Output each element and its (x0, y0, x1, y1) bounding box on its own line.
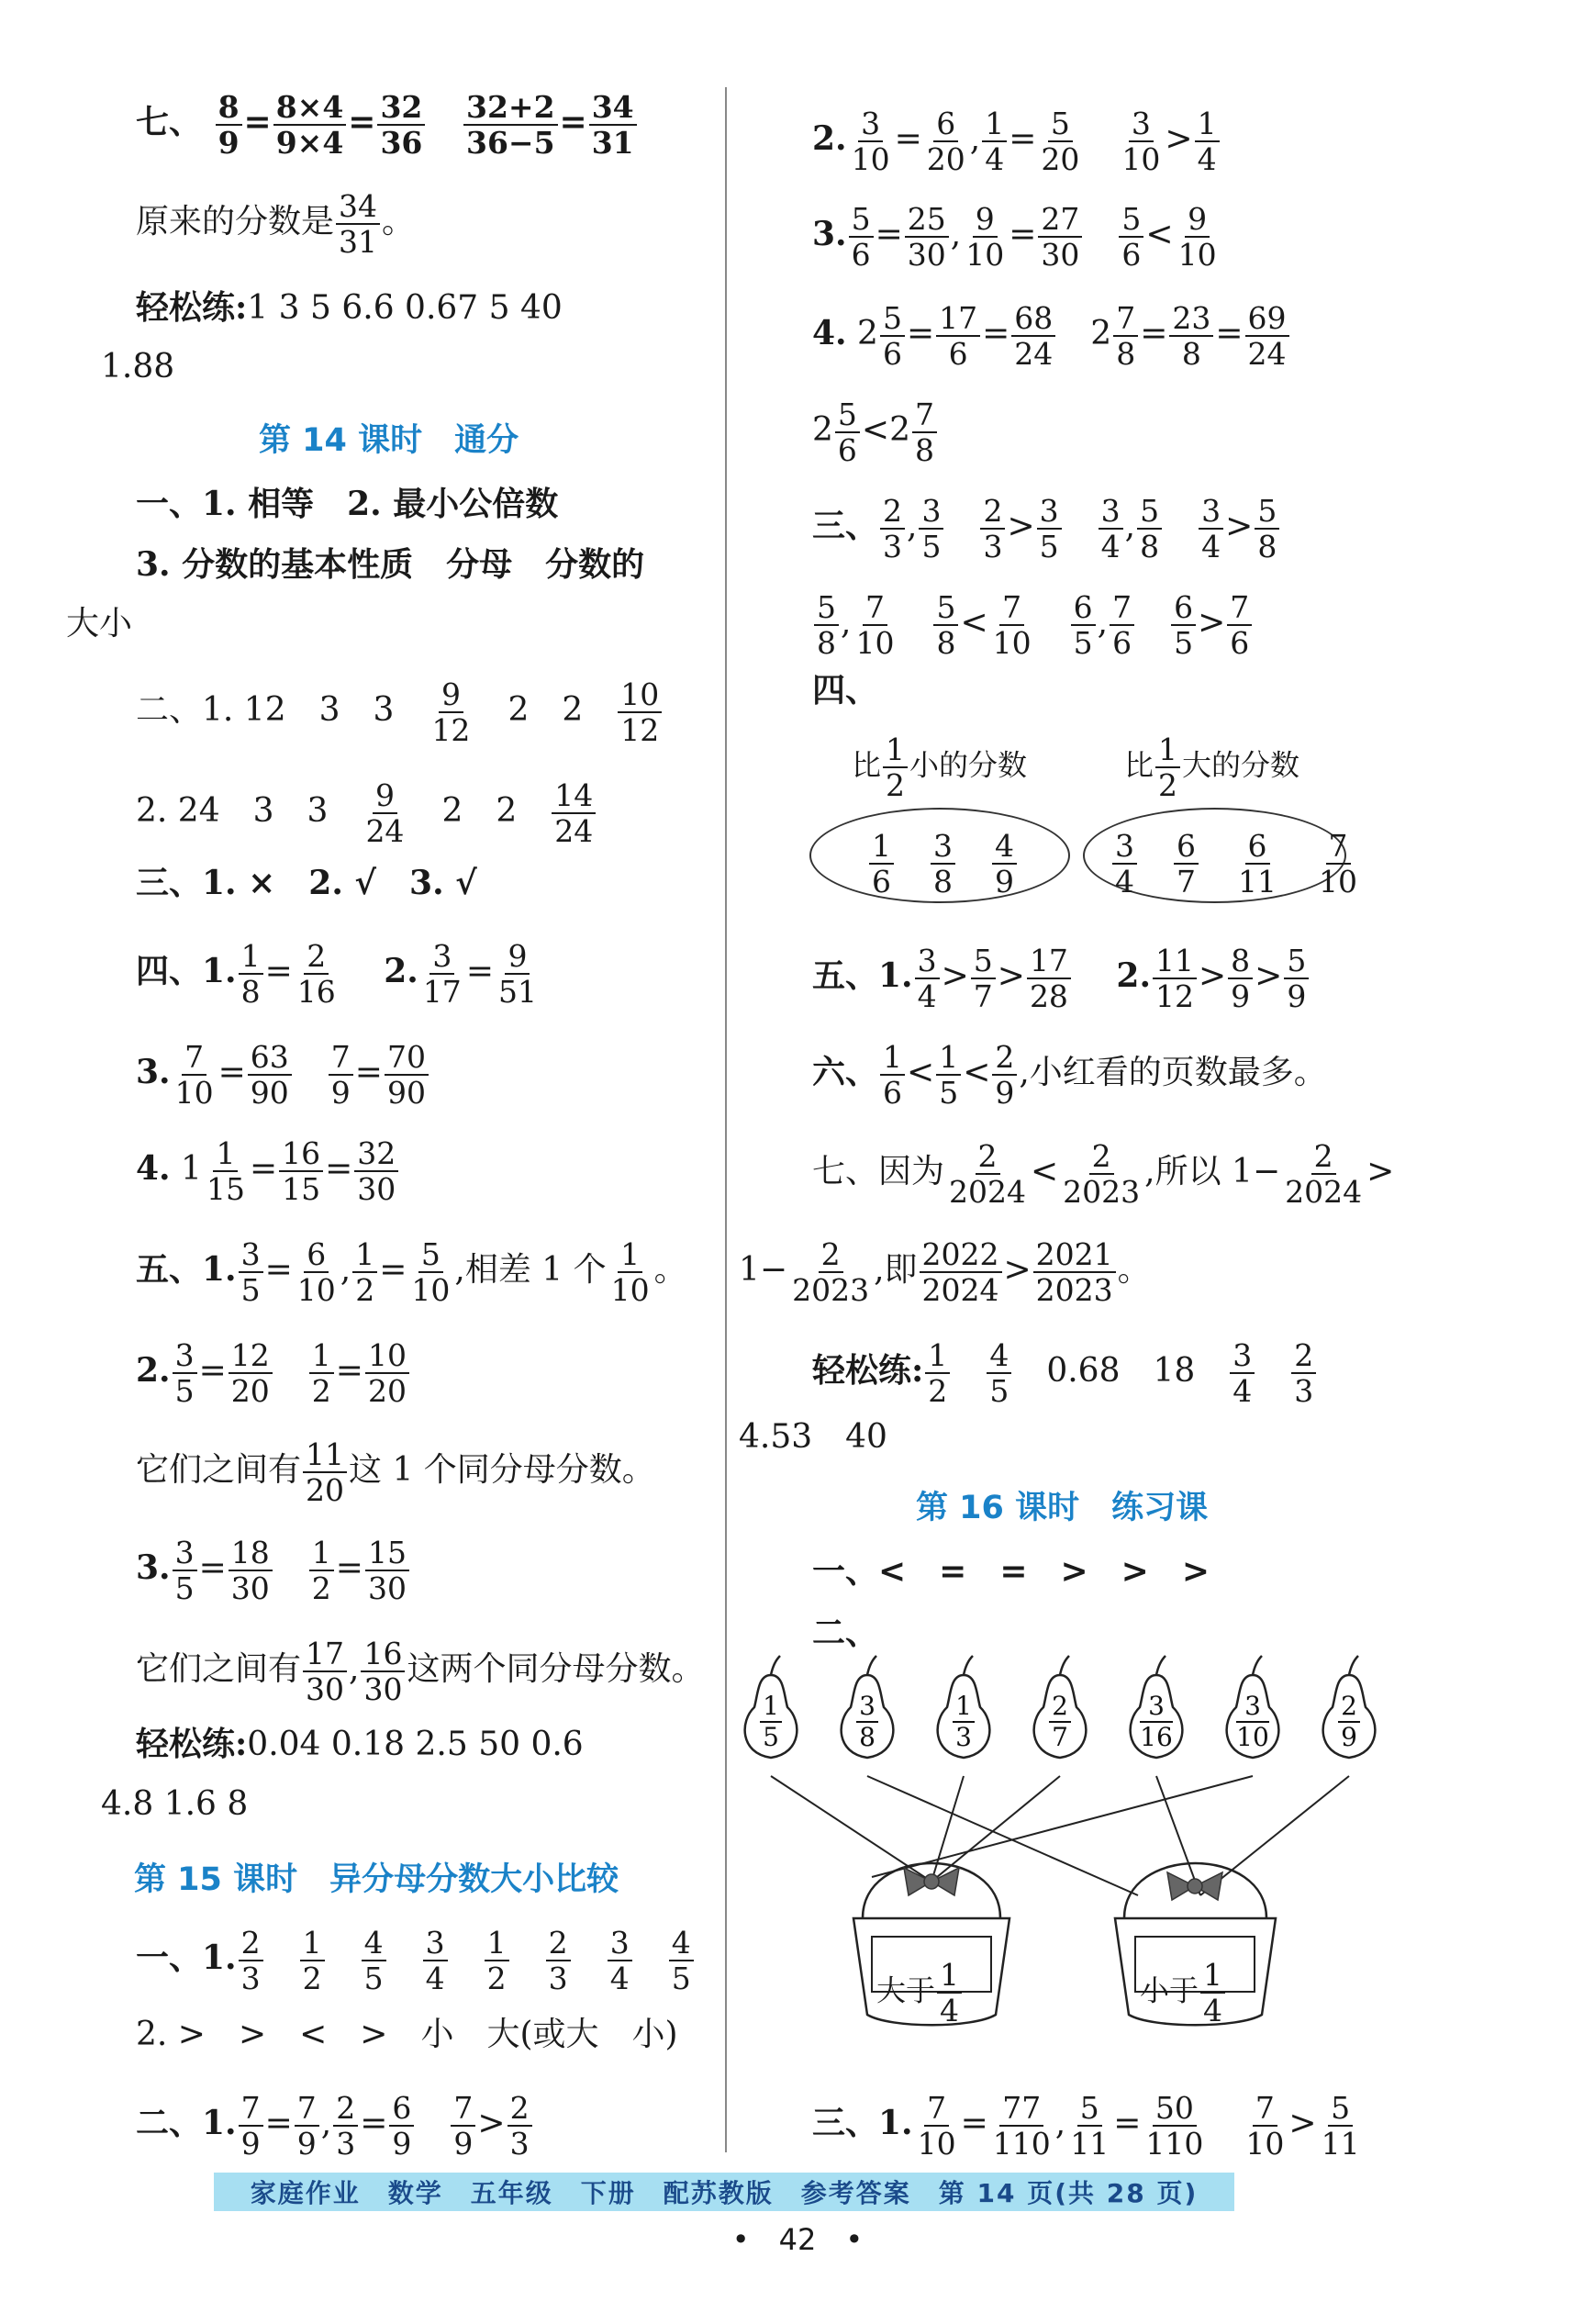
fraction: $\frac{10}{20}$ (365, 1340, 409, 1406)
fraction: $\frac{32+2}{36-5}$ (463, 92, 558, 158)
fraction: $\frac{25}{30}$ (905, 204, 949, 270)
fraction: $\frac{63}{90}$ (248, 1042, 292, 1108)
fraction: $\frac{3}{4}$ (1099, 496, 1123, 562)
fraction: $\frac{3}{4}$ (608, 1927, 632, 1994)
fraction: $\frac{1}{4}$ (982, 108, 1007, 174)
fraction: $\frac{5}{11}$ (1321, 2090, 1360, 2162)
fraction: $\frac{4}{5}$ (669, 1927, 694, 1994)
fraction: $\frac{4}{5}$ (362, 1927, 386, 1994)
fraction: $\frac{7}{6}$ (1110, 592, 1134, 658)
more-half-label (1124, 732, 1300, 803)
fraction: $\frac{5}{10}$ (411, 1236, 451, 1308)
r2-label: 2. (812, 119, 847, 158)
svg-text:5: 5 (763, 1722, 779, 1752)
fraction: $\frac{9}{24}$ (365, 777, 405, 849)
fraction: $\frac{23}{8}$ (1169, 303, 1213, 369)
fraction: $\frac{15}{30}$ (365, 1537, 409, 1603)
lesson-16-heading: 第 16 课时 练习课 (916, 1490, 1209, 1526)
fraction: $\frac{1}{2}$ (309, 1340, 334, 1406)
fraction: $\frac{3}{4}$ (1199, 496, 1223, 562)
s2-1-text-b: 2 2 (508, 691, 584, 729)
fraction: $\frac{7}{10}$ (855, 589, 895, 661)
s5-3: 3. $\frac{3}{5}$ = $\frac{18}{30}$ $\frac{1}{2}$ = $\frac{15}{30}$ (136, 1537, 411, 1603)
fraction: $\frac{3}{4}$ (423, 1927, 448, 1994)
fraction: $\frac{1}{10}$ (610, 1236, 650, 1308)
fraction: $\frac{34}{31}$ (336, 191, 380, 257)
s4-label: 四、1. (136, 952, 237, 990)
fraction: $\frac{5}{20}$ (1041, 106, 1080, 177)
fraction: $\frac{32}{36}$ (377, 92, 425, 158)
fraction: $\frac{3}{4}$ (1230, 1340, 1255, 1406)
fraction: $\frac{5}{6}$ (849, 204, 874, 270)
fraction: $\frac{6}{5}$ (1071, 592, 1096, 658)
fraction: $\frac{11}{12}$ (1153, 945, 1197, 1011)
svg-text:1: 1 (763, 1691, 779, 1721)
s5-1: 五、1. $\frac{3}{5}$ = $\frac{6}{10}$ , $\frac{1}{2}$ = $\frac{5}{10}$ ,相差 1 个 $\frac{1}{10}$ 。 (136, 1236, 687, 1308)
san-label: 三、 (812, 507, 879, 545)
less-half-text: 小的分数 (909, 747, 1028, 783)
r-san-2: $\frac{5}{8}$ , $\frac{7}{10}$ $\frac{5}{8}$ < $\frac{7}{10}$ $\frac{6}{5}$ , $\frac{7}{6}$ $\frac{6}{5}$ > $\frac{7}{6}$ (812, 592, 1254, 658)
fraction: $\frac{2}{9}$ (992, 1042, 1017, 1108)
lesson-15-heading: 第 15 课时 异分母分数大小比较 (134, 1861, 619, 1898)
s2-1-text: 二、1. 12 3 3 (136, 691, 395, 729)
s3-line: 三、1. × 2. √ 3. √ (136, 864, 477, 902)
fraction: $\frac{2}{3}$ (1291, 1340, 1316, 1406)
svg-text:9: 9 (1341, 1722, 1357, 1752)
si-label: 四、 (812, 671, 879, 709)
fraction: $\frac{2}{16}$ (296, 938, 336, 1010)
basket-less-text: 小于 (1140, 1972, 1199, 2008)
h15-1-label: 一、1. (136, 1939, 237, 1977)
fraction: $\frac{5}{8}$ (933, 592, 958, 658)
fraction: $\frac{7}{6}$ (1227, 592, 1252, 658)
h15-2: 2. > > < > 小 大(或大 小) (136, 2016, 678, 2053)
fraction: $\frac{2021}{2023}$ (1033, 1239, 1116, 1305)
fraction: $\frac{9}{51}$ (497, 938, 537, 1010)
liu-tail: ,小红看的页数最多。 (1019, 1054, 1327, 1091)
fraction: $\frac{1}{2}$ (883, 734, 908, 800)
fraction: $\frac{8}{9}$ (216, 92, 242, 158)
fraction: $\frac{7}{9}$ (239, 2093, 263, 2159)
svg-text:2: 2 (1341, 1691, 1357, 1721)
fraction: $\frac{50}{110}$ (1145, 2090, 1204, 2162)
qi-label: 七、因为 (812, 1153, 945, 1190)
fraction: $\frac{14}{24}$ (552, 780, 596, 846)
s5-3-text-a: 它们之间有 (136, 1650, 302, 1688)
wu: 五、1. $\frac{3}{4}$ > $\frac{5}{7}$ > $\frac{17}{28}$ 2. $\frac{11}{12}$ > $\frac{8}{9}$ > $\frac{5}{9}$ (812, 945, 1311, 1011)
l16-san-label: 三、1. (812, 2104, 913, 2142)
fraction: $\frac{7}{10}$ (992, 589, 1032, 661)
s4-4: 4. 1 $\frac{1}{15}$ = $\frac{16}{15}$ = $\frac{32}{30}$ (136, 1138, 400, 1204)
fraction: $\frac{1}{4}$ (937, 1960, 962, 2026)
fraction: $\frac{2}{3}$ (333, 2093, 358, 2159)
svg-text:8: 8 (859, 1722, 876, 1752)
fraction: $\frac{8\times 4}{9\times 4}$ (273, 92, 347, 158)
fraction: $\frac{4}{5}$ (987, 1340, 1011, 1406)
s5-2-text (136, 1436, 655, 1508)
q7-answer: 原来的分数是 $\frac{34}{31}$ 。 (136, 188, 416, 260)
r2: 2. $\frac{3}{10}$ = $\frac{6}{20}$ , $\frac{1}{4}$ = $\frac{5}{20}$ $\frac{3}{10}$ > $\frac{1}{4}$ (812, 108, 1221, 174)
fraction: $\frac{6}{10}$ (296, 1236, 336, 1308)
page-number: • 42 • (731, 2222, 864, 2257)
fraction: $\frac{2}{2024}$ (949, 1138, 1026, 1210)
fraction: $\frac{5}{9}$ (1284, 945, 1309, 1011)
fraction: $\frac{1}{5}$ (936, 1042, 961, 1108)
fraction: $\frac{1}{15}$ (206, 1135, 245, 1207)
fraction: $\frac{2}{2024}$ (1285, 1138, 1363, 1210)
fraction: $\frac{1}{2}$ (485, 1927, 509, 1994)
more-half-fractions (1110, 828, 1362, 899)
h15-ii-label: 二、1. (136, 2104, 237, 2142)
liu: 六、 $\frac{1}{6}$ < $\frac{1}{5}$ < $\frac{2}{9}$ ,小红看的页数最多。 (812, 1039, 1327, 1111)
fraction: $\frac{77}{110}$ (992, 2090, 1051, 2162)
fraction: $\frac{3}{10}$ (1121, 106, 1161, 177)
fraction: $\frac{10}{12}$ (618, 679, 662, 745)
svg-text:16: 16 (1140, 1722, 1173, 1752)
s5-2-text-a: 它们之间有 (136, 1451, 302, 1489)
r-easy-tail: 4.53 40 (739, 1418, 887, 1456)
fraction: $\frac{7}{8}$ (1113, 303, 1138, 369)
fraction: $\frac{17}{30}$ (303, 1638, 347, 1704)
s4-4-label: 4. (136, 1149, 171, 1188)
fraction: $\frac{1}{2}$ (352, 1239, 377, 1305)
fraction: $\frac{7}{9}$ (451, 2093, 475, 2159)
fraction: $\frac{1}{2}$ (925, 1340, 950, 1406)
fraction: $\frac{5}{8}$ (1137, 496, 1162, 562)
fraction: $\frac{7}{10}$ (174, 1039, 214, 1111)
r3-label: 3. (812, 215, 847, 253)
fraction: $\frac{5}{8}$ (1255, 496, 1279, 562)
wu-label: 五、1. (812, 956, 913, 995)
h15-ii: 二、1. $\frac{7}{9}$ = $\frac{7}{9}$ , $\frac{2}{3}$ = $\frac{6}{9}$ $\frac{7}{9}$ > $\frac{2}{3}$ (136, 2093, 534, 2159)
r-easy: 轻松练: $\frac{1}{2}$ $\frac{4}{5}$ 0.68 18 $\frac{3}{4}$ $\frac{2}{3}$ (812, 1340, 1318, 1406)
s4-3-label: 3. (136, 1053, 171, 1091)
fraction: $\frac{1}{8}$ (239, 941, 263, 1007)
fraction: $\frac{12}{20}$ (229, 1340, 273, 1406)
svg-text:1: 1 (955, 1691, 972, 1721)
fraction: $\frac{6}{11}$ (1238, 828, 1277, 899)
fraction: $\frac{8}{9}$ (1228, 945, 1253, 1011)
fraction: $\frac{69}{24}$ (1245, 303, 1289, 369)
fraction: $\frac{2}{3}$ (880, 496, 905, 562)
fraction: $\frac{3}{4}$ (1112, 831, 1137, 897)
fraction: $\frac{7}{10}$ (917, 2090, 956, 2162)
svg-text:3: 3 (1148, 1691, 1165, 1721)
fraction: $\frac{34}{31}$ (589, 92, 637, 158)
r4: 4. 2 $\frac{5}{6}$ = $\frac{17}{6}$ = $\frac{68}{24}$ 2 $\frac{7}{8}$ = $\frac{23}{8}$ = $\frac{69}{24}$ (812, 303, 1291, 369)
s5-2: 2. $\frac{3}{5}$ = $\frac{12}{20}$ $\frac{1}{2}$ = $\frac{10}{20}$ (136, 1340, 411, 1406)
fraction: $\frac{4}{9}$ (992, 831, 1017, 897)
svg-text:7: 7 (1052, 1722, 1068, 1752)
fraction: $\frac{1}{2}$ (300, 1927, 325, 1994)
fraction: $\frac{32}{30}$ (354, 1138, 398, 1204)
fraction: $\frac{3}{5}$ (173, 1340, 197, 1406)
fraction: $\frac{7}{10}$ (1245, 2090, 1285, 2162)
fraction: $\frac{2}{3}$ (508, 2093, 532, 2159)
fraction: $\frac{2}{3}$ (980, 496, 1005, 562)
fraction: $\frac{3}{5}$ (239, 1239, 263, 1305)
s5-3-text-b: 这两个同分母分数。 (407, 1650, 705, 1688)
fraction: $\frac{6}{5}$ (1171, 592, 1196, 658)
fraction: $\frac{6}{7}$ (1174, 831, 1199, 897)
fraction: $\frac{6}{9}$ (389, 2093, 414, 2159)
s5-label: 五、1. (136, 1250, 237, 1289)
s5-tail: ,相差 1 个 (454, 1251, 607, 1289)
s4-1: 四、1. $\frac{1}{8}$ = $\frac{2}{16}$ 2. $\frac{3}{17}$ = $\frac{9}{51}$ (136, 941, 541, 1007)
fraction: $\frac{7}{10}$ (1319, 828, 1358, 899)
easy-label-2: 轻松练: (136, 1725, 248, 1763)
easy-values-2-cont: 4.8 1.6 8 (101, 1785, 249, 1823)
fraction: $\frac{2}{3}$ (546, 1927, 571, 1994)
s2-1 (136, 676, 664, 748)
easy-practice-1 (136, 287, 563, 329)
pear-basket-diagram (725, 1652, 1386, 2065)
fraction: $\frac{16}{15}$ (279, 1138, 323, 1204)
basket-greater-label (876, 1957, 964, 2028)
q7-answer-text: 原来的分数是 (136, 203, 335, 240)
qi-mid: ,所以 1− (1144, 1153, 1281, 1190)
fraction: $\frac{3}{5}$ (173, 1537, 197, 1603)
svg-text:3: 3 (859, 1691, 876, 1721)
q7-label: 七、 (136, 103, 203, 141)
s4-2-label: 2. (384, 952, 418, 990)
svg-text:10: 10 (1236, 1722, 1269, 1752)
l16-er: 二、 (812, 1614, 879, 1652)
fraction: $\frac{1}{4}$ (1195, 108, 1220, 174)
easy-values-2: 0.04 0.18 2.5 50 0.6 (247, 1726, 584, 1763)
wu-2-label: 2. (1116, 956, 1151, 995)
fraction: $\frac{5}{8}$ (814, 592, 839, 658)
easy-label: 轻松练: (136, 288, 248, 327)
fraction: $\frac{11}{20}$ (303, 1439, 347, 1505)
qi-2-b: ,即 (874, 1251, 918, 1289)
r4-compare: 2 $\frac{5}{6}$ <2 $\frac{7}{8}$ (812, 399, 939, 465)
fraction: $\frac{7}{9}$ (295, 2093, 319, 2159)
fraction: $\frac{5}{7}$ (971, 945, 996, 1011)
fraction: $\frac{1}{2}$ (309, 1537, 334, 1603)
r-san-1: 三、 $\frac{2}{3}$ , $\frac{3}{5}$ $\frac{2}{3}$ > $\frac{3}{5}$ $\frac{3}{4}$ , $\frac{5}{8}$ $\frac{3}{4}$ > $\frac{5}{8}$ (812, 496, 1281, 562)
s1-line-c: 大小 (66, 605, 133, 642)
q7-line: 七、 $\frac{8}{9}$ = $\frac{8\times 4}{9\times 4}$ = $\frac{32}{36}$ $\frac{32+2}{36-5}$ = $\frac{34}{31}$ (136, 92, 639, 158)
fraction: $\frac{6}{20}$ (926, 106, 965, 177)
less-half-fractions (867, 828, 1019, 899)
fraction: $\frac{9}{10}$ (1177, 201, 1217, 273)
fraction: $\frac{70}{90}$ (385, 1042, 429, 1108)
less-half-label (852, 732, 1028, 803)
easy-values: 1 3 5 6.6 0.67 5 40 (247, 289, 563, 327)
fraction: $\frac{2}{2023}$ (792, 1236, 870, 1308)
fraction: $\frac{3}{5}$ (919, 496, 943, 562)
fraction: $\frac{9}{10}$ (965, 201, 1005, 273)
svg-text:3: 3 (1244, 1691, 1261, 1721)
h15-1 (136, 1927, 696, 1994)
s2-2-text-b: 2 2 (441, 792, 518, 830)
s5-2-label: 2. (136, 1351, 171, 1390)
fraction: $\frac{1}{2}$ (1155, 734, 1180, 800)
fraction: $\frac{5}{6}$ (835, 399, 860, 465)
easy-values-cont: 1.88 (101, 348, 175, 385)
s1-line-a: 一、1. 相等 2. 最小公倍数 (136, 485, 559, 523)
s2-2-text: 2. 24 3 3 (136, 792, 329, 830)
r3: 3. $\frac{5}{6}$ = $\frac{25}{30}$ , $\frac{9}{10}$ = $\frac{27}{30}$ $\frac{5}{6}$ < $\frac{9}{10}$ (812, 204, 1221, 270)
fraction: $\frac{2}{3}$ (239, 1927, 263, 1994)
fraction: $\frac{3}{8}$ (931, 831, 955, 897)
s1-line-b: 3. 分数的基本性质 分母 分数的 (136, 545, 645, 584)
fraction: $\frac{9}{12}$ (431, 676, 471, 748)
fraction: $\frac{3}{4}$ (915, 945, 940, 1011)
s5-2-text-b: 这 1 个同分母分数。 (349, 1451, 655, 1489)
fraction: $\frac{18}{30}$ (229, 1537, 273, 1603)
fraction: $\frac{5}{11}$ (1070, 2090, 1110, 2162)
svg-text:2: 2 (1052, 1691, 1068, 1721)
fraction: $\frac{5}{6}$ (880, 303, 905, 369)
easy-practice-2 (136, 1724, 584, 1765)
svg-text:3: 3 (955, 1722, 972, 1752)
s2-2 (136, 777, 597, 849)
s4-3: 3. $\frac{7}{10}$ = $\frac{63}{90}$ $\frac{7}{9}$ = $\frac{70}{90}$ (136, 1042, 430, 1108)
s5-3-text: 它们之间有 $\frac{17}{30}$ , $\frac{16}{30}$ 这两个同分母分数。 (136, 1636, 705, 1707)
lesson-14-heading: 第 14 课时 通分 (259, 422, 519, 459)
fraction: $\frac{3}{17}$ (422, 938, 462, 1010)
r-easy-label: 轻松练: (812, 1351, 924, 1390)
qi-2-a: 1− (739, 1251, 788, 1289)
qi-2: 1− $\frac{2}{2023}$ ,即 $\frac{2022}{2024}$ > $\frac{2021}{2023}$ 。 (739, 1236, 1151, 1308)
fraction: $\frac{2022}{2024}$ (920, 1239, 1002, 1305)
fraction: $\frac{1}{6}$ (869, 831, 894, 897)
fraction: $\frac{3}{10}$ (851, 106, 890, 177)
fraction: $\frac{7}{8}$ (912, 399, 937, 465)
fraction: $\frac{2}{2023}$ (1063, 1138, 1141, 1210)
l16-san: 三、1. $\frac{7}{10}$ = $\frac{77}{110}$ , $\frac{5}{11}$ = $\frac{50}{110}$ $\frac{7}{10}$ > $\frac{5}{11}$ (812, 2093, 1365, 2159)
fraction: $\frac{1}{6}$ (880, 1042, 905, 1108)
fraction: $\frac{3}{5}$ (1037, 496, 1062, 562)
fraction: $\frac{68}{24}$ (1011, 303, 1055, 369)
fraction: $\frac{7}{9}$ (329, 1042, 353, 1108)
qi: 七、因为 $\frac{2}{2024}$ < $\frac{2}{2023}$ ,所以 1− $\frac{2}{2024}$ > (812, 1138, 1395, 1210)
bi-1: 比 (852, 747, 882, 783)
bi-2: 比 (1124, 747, 1154, 783)
fraction: $\frac{16}{30}$ (361, 1638, 405, 1704)
fraction: $\frac{17}{28}$ (1027, 945, 1071, 1011)
fraction: $\frac{5}{6}$ (1119, 204, 1143, 270)
fraction: $\frac{17}{6}$ (936, 303, 980, 369)
fraction: $\frac{27}{30}$ (1038, 204, 1082, 270)
more-half-text: 大的分数 (1182, 747, 1300, 783)
liu-label: 六、 (812, 1053, 879, 1091)
footer-bar: 家庭作业 数学 五年级 下册 配苏教版 参考答案 第 14 页(共 28 页) (214, 2173, 1234, 2211)
s5-3-label: 3. (136, 1548, 171, 1587)
basket-greater-text: 大于 (876, 1972, 936, 2008)
basket-less-label (1140, 1957, 1227, 2028)
r4-label: 4. (812, 314, 847, 352)
fraction: $\frac{1}{4}$ (1200, 1960, 1225, 2026)
l16-yi: 一、< = = > > > (812, 1552, 1210, 1591)
